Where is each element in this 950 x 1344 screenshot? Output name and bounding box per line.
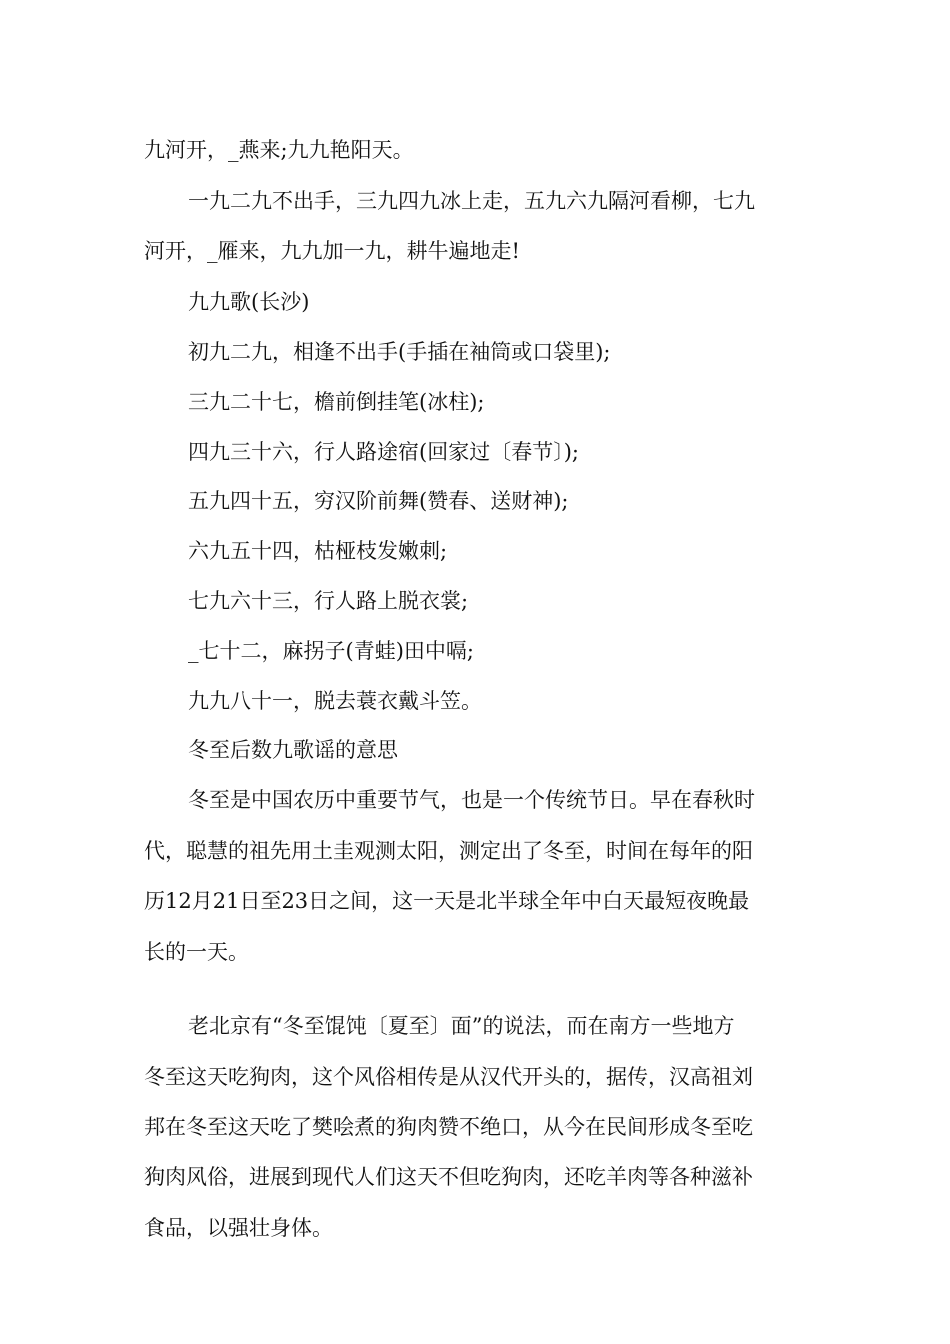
text-line: 长的一天。	[144, 940, 249, 964]
text-line: 老北京有“冬至馄饨〔夏至〕面”的说法，而在南方一些地方	[188, 1014, 735, 1038]
text-line: 代，聪慧的祖先用土圭观测太阳，测定出了冬至，时间在每年的阳	[144, 839, 753, 863]
text-line: 冬至这天吃狗肉，这个风俗相传是从汉代开头的，据传，汉高祖刘	[144, 1065, 753, 1089]
text-line: _七十二，麻拐子(青蛙)田中嗝;	[188, 639, 474, 663]
text-line: 七九六十三，行人路上脱衣裳;	[188, 589, 469, 613]
text-line: 五九四十五，穷汉阶前舞(赞春、送财神);	[188, 489, 569, 513]
text-line: 邦在冬至这天吃了樊哙煮的狗肉赞不绝口，从今在民间形成冬至吃	[144, 1115, 753, 1139]
text-line: 四九三十六，行人路途宿(回家过〔春节〕);	[188, 440, 579, 464]
text-line: 历12月21日至23日之间，这一天是北半球全年中白天最短夜晚最	[144, 889, 750, 913]
text-line: 河开，_雁来，九九加一九，耕牛遍地走!	[144, 239, 520, 263]
section-heading: 九九歌(长沙)	[188, 290, 310, 314]
text-line: 六九五十四，枯桠枝发嫩刺;	[188, 539, 448, 563]
text-line: 九九八十一，脱去蓑衣戴斗笠。	[188, 689, 482, 713]
text-line: 冬至是中国农历中重要节气，也是一个传统节日。早在春秋时	[188, 788, 755, 812]
text-line: 一九二九不出手，三九四九冰上走，五九六九隔河看柳，七九	[188, 189, 755, 213]
text-line: 九河开，_燕来;九九艳阳天。	[144, 138, 414, 162]
text-line: 三九二十七，檐前倒挂笔(冰柱);	[188, 390, 485, 414]
text-line: 食品，以强壮身体。	[144, 1216, 333, 1240]
text-line: 狗肉风俗，进展到现代人们这天不但吃狗肉，还吃羊肉等各种滋补	[144, 1165, 753, 1189]
section-heading: 冬至后数九歌谣的意思	[188, 738, 398, 762]
text-line: 初九二九，相逢不出手(手插在袖筒或口袋里);	[188, 340, 611, 364]
